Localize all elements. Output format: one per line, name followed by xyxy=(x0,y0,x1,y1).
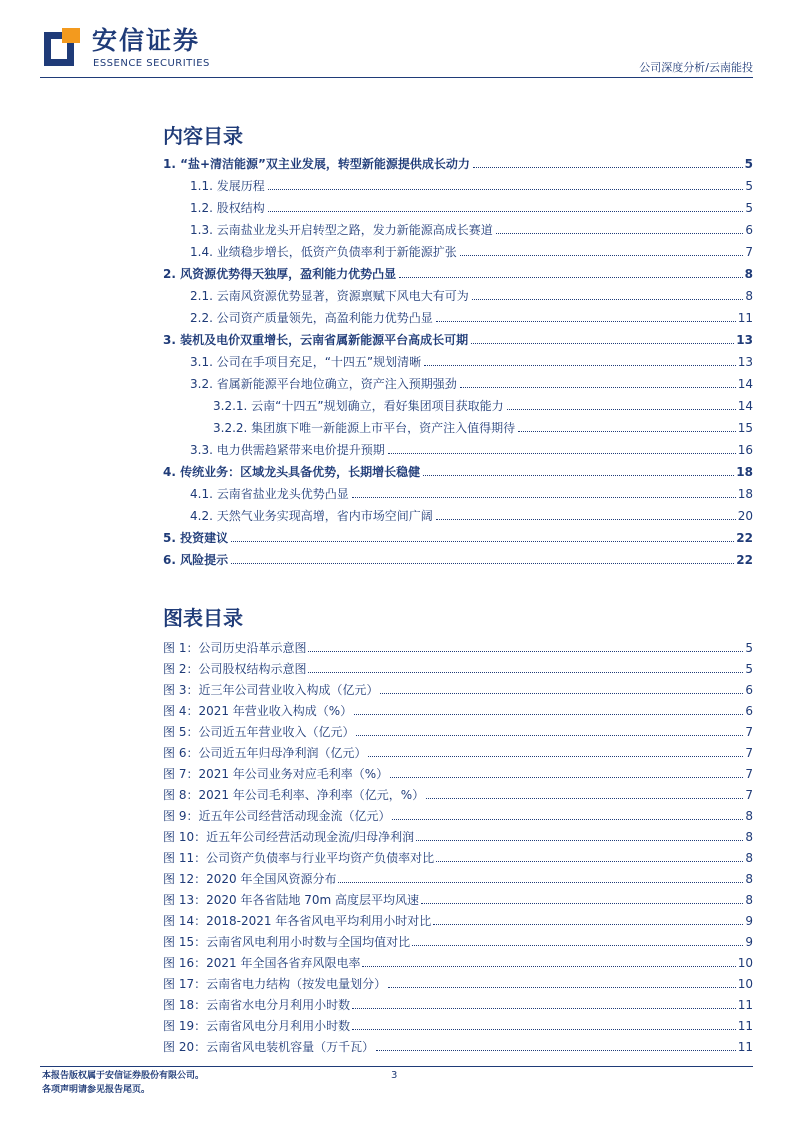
toc-entry-label: 2.2. 公司资产质量领先，高盈利能力优势凸显 xyxy=(190,311,433,325)
figure-entry-page: 5 xyxy=(745,641,753,655)
toc-entry-label: 1. “盐+清洁能源”双主业发展，转型新能源提供成长动力 xyxy=(163,157,470,171)
toc-entry-label: 2. 风资源优势得天独厚，盈利能力优势凸显 xyxy=(163,267,397,281)
figure-entry-page: 9 xyxy=(745,914,753,928)
footer-divider xyxy=(40,1066,753,1067)
figure-entry-label: 图 10：近五年公司经营活动现金流/归母净利润 xyxy=(163,830,415,844)
leader-dots xyxy=(388,453,736,454)
figure-entry-page: 7 xyxy=(745,788,753,802)
figure-entry[interactable] xyxy=(163,993,753,1013)
figure-entry[interactable] xyxy=(163,867,753,887)
toc-entry[interactable] xyxy=(163,306,753,326)
toc-entry-label: 3.2.1. 云南“十四五”规划确立，看好集团项目获取能力 xyxy=(213,399,504,413)
leader-dots xyxy=(507,409,736,410)
toc-entry-page: 8 xyxy=(745,289,753,303)
figure-entry-label: 图 12：2020 年全国风资源分布 xyxy=(163,872,337,886)
toc-entry[interactable] xyxy=(163,240,753,260)
toc-entry-label: 1.4. 业绩稳步增长，低资产负债率利于新能源扩张 xyxy=(190,245,457,259)
leader-dots xyxy=(473,167,743,168)
figure-entry[interactable] xyxy=(163,720,753,740)
figure-entry-page: 6 xyxy=(745,683,753,697)
figure-entry-page: 10 xyxy=(737,956,753,970)
leader-dots xyxy=(460,387,736,388)
leader-dots xyxy=(376,1050,736,1051)
brand-name-en: ESSENCE SECURITIES xyxy=(93,58,210,69)
toc-entry-label: 4.1. 云南省盐业龙头优势凸显 xyxy=(190,487,349,501)
company-logo xyxy=(44,28,80,66)
toc-entry[interactable] xyxy=(163,174,753,194)
figure-entry[interactable] xyxy=(163,972,753,992)
leader-dots xyxy=(388,987,736,988)
figure-entry-label: 图 6：公司近五年归母净利润（亿元） xyxy=(163,746,367,760)
figure-entry[interactable] xyxy=(163,951,753,971)
toc-entry[interactable] xyxy=(163,196,753,216)
toc-entry-label: 4.2. 天然气业务实现高增，省内市场空间广阔 xyxy=(190,509,433,523)
figure-entry[interactable] xyxy=(163,636,753,656)
toc-entry-page: 5 xyxy=(745,201,753,215)
toc-entry-page: 13 xyxy=(736,333,753,347)
leader-dots xyxy=(308,651,743,652)
figure-entry-page: 10 xyxy=(737,977,753,991)
toc-entry-page: 6 xyxy=(745,223,753,237)
toc-entry[interactable] xyxy=(163,372,753,392)
leader-dots xyxy=(423,475,734,476)
toc-entry-page: 5 xyxy=(744,157,753,171)
toc-entry[interactable] xyxy=(163,328,753,348)
leader-dots xyxy=(496,233,744,234)
leader-dots xyxy=(412,945,743,946)
figure-entry-page: 8 xyxy=(745,851,753,865)
toc-entry-page: 22 xyxy=(736,553,753,567)
figure-entry[interactable] xyxy=(163,825,753,845)
leader-dots xyxy=(352,1029,736,1030)
leader-dots xyxy=(354,714,743,715)
figure-entry-label: 图 3：近三年公司营业收入构成（亿元） xyxy=(163,683,379,697)
brand-name-cn: 安信证券 xyxy=(92,26,201,55)
figure-entry[interactable] xyxy=(163,783,753,803)
leader-dots xyxy=(460,255,744,256)
disclaimer-notice: 各项声明请参见报告尾页。 xyxy=(42,1085,151,1095)
figure-list-title: 图表目录 xyxy=(163,606,243,630)
toc-entry-page: 18 xyxy=(737,487,753,501)
figure-entry-label: 图 4：2021 年营业收入构成（%） xyxy=(163,704,353,718)
toc-entry[interactable] xyxy=(163,416,753,436)
leader-dots xyxy=(399,277,743,278)
figure-entry-page: 8 xyxy=(745,830,753,844)
leader-dots xyxy=(362,966,735,967)
leader-dots xyxy=(352,497,736,498)
figure-entry-label: 图 14：2018-2021 年各省风电平均利用小时对比 xyxy=(163,914,432,928)
figure-entry[interactable] xyxy=(163,741,753,761)
figure-entry-page: 7 xyxy=(745,725,753,739)
leader-dots xyxy=(436,321,736,322)
leader-dots xyxy=(268,189,744,190)
leader-dots xyxy=(231,541,734,542)
figure-entry[interactable] xyxy=(163,678,753,698)
figure-entry-page: 5 xyxy=(745,662,753,676)
toc-title: 内容目录 xyxy=(163,124,243,148)
leader-dots xyxy=(518,431,736,432)
toc-entry[interactable] xyxy=(163,526,753,546)
figure-entry-page: 11 xyxy=(737,1019,753,1033)
toc-entry-page: 5 xyxy=(745,179,753,193)
toc-entry-page: 22 xyxy=(736,531,753,545)
toc-entry[interactable] xyxy=(163,504,753,524)
toc-entry-page: 14 xyxy=(737,377,753,391)
leader-dots xyxy=(380,693,743,694)
toc-entry-label: 1.2. 股权结构 xyxy=(190,201,265,215)
figure-entry-label: 图 5：公司近五年营业收入（亿元） xyxy=(163,725,355,739)
figure-entry[interactable] xyxy=(163,657,753,677)
leader-dots xyxy=(436,861,743,862)
leader-dots xyxy=(421,903,743,904)
figure-entry-page: 6 xyxy=(745,704,753,718)
toc-entry-page: 11 xyxy=(737,311,753,325)
toc-entry-label: 3.1. 公司在手项目充足，“十四五”规划清晰 xyxy=(190,355,422,369)
figure-entry-label: 图 19：云南省风电分月利用小时数 xyxy=(163,1019,351,1033)
toc-entry-page: 14 xyxy=(737,399,753,413)
toc-entry-label: 3.3. 电力供需趋紧带来电价提升预期 xyxy=(190,443,385,457)
figure-entry[interactable] xyxy=(163,804,753,824)
toc-entry-page: 20 xyxy=(737,509,753,523)
toc-entry[interactable] xyxy=(163,218,753,238)
figure-entry-label: 图 2：公司股权结构示意图 xyxy=(163,662,307,676)
figure-entry-page: 7 xyxy=(745,767,753,781)
figure-entry-page: 8 xyxy=(745,893,753,907)
leader-dots xyxy=(471,343,734,344)
leader-dots xyxy=(231,563,734,564)
figure-entry[interactable] xyxy=(163,1035,753,1055)
figure-entry-label: 图 1：公司历史沿革示意图 xyxy=(163,641,307,655)
figure-entry-page: 7 xyxy=(745,746,753,760)
figure-entry[interactable] xyxy=(163,1014,753,1034)
leader-dots xyxy=(352,1008,736,1009)
figure-entry[interactable] xyxy=(163,930,753,950)
toc-entry-label: 3.2.2. 集团旗下唯一新能源上市平台，资产注入值得期待 xyxy=(213,421,516,435)
toc-entry[interactable] xyxy=(163,438,753,458)
toc-entry-page: 8 xyxy=(744,267,753,281)
toc-entry-page: 15 xyxy=(737,421,753,435)
figure-entry-label: 图 8：2021 年公司毛利率、净利率（亿元，%） xyxy=(163,788,425,802)
leader-dots xyxy=(268,211,744,212)
figure-entry-label: 图 7：2021 年公司业务对应毛利率（%） xyxy=(163,767,389,781)
figure-entry[interactable] xyxy=(163,888,753,908)
figure-entry[interactable] xyxy=(163,699,753,719)
toc-entry[interactable] xyxy=(163,394,753,414)
figure-entry-label: 图 16：2021 年全国各省弃风限电率 xyxy=(163,956,361,970)
toc-entry-page: 18 xyxy=(736,465,753,479)
figure-entry-page: 11 xyxy=(737,998,753,1012)
toc-entry-page: 13 xyxy=(737,355,753,369)
leader-dots xyxy=(433,924,743,925)
page-number: 3 xyxy=(391,1070,398,1081)
toc-entry[interactable] xyxy=(163,482,753,502)
toc-entry-label: 5. 投资建议 xyxy=(163,531,229,545)
toc-entry[interactable] xyxy=(163,548,753,568)
toc-entry-label: 1.1. 发展历程 xyxy=(190,179,265,193)
toc-entry[interactable] xyxy=(163,262,753,282)
leader-dots xyxy=(308,672,743,673)
toc-entry[interactable] xyxy=(163,350,753,370)
figure-entry-page: 8 xyxy=(745,809,753,823)
report-category: 公司深度分析/云南能投 xyxy=(639,61,753,74)
toc-entry[interactable] xyxy=(163,152,753,172)
figure-entry-label: 图 11：公司资产负债率与行业平均资产负债率对比 xyxy=(163,851,435,865)
copyright-notice: 本报告版权属于安信证券股份有限公司。 xyxy=(42,1071,205,1081)
figure-entry-label: 图 13：2020 年各省陆地 70m 高度层平均风速 xyxy=(163,893,420,907)
leader-dots xyxy=(472,299,744,300)
figure-entry-page: 11 xyxy=(737,1040,753,1054)
figure-entry[interactable] xyxy=(163,909,753,929)
leader-dots xyxy=(426,798,743,799)
leader-dots xyxy=(436,519,736,520)
leader-dots xyxy=(416,840,743,841)
figure-entry[interactable] xyxy=(163,762,753,782)
leader-dots xyxy=(368,756,743,757)
figure-entry-label: 图 17：云南省电力结构（按发电量划分） xyxy=(163,977,387,991)
toc-entry-label: 6. 风险提示 xyxy=(163,553,229,567)
toc-entry-page: 7 xyxy=(745,245,753,259)
figure-entry-label: 图 9：近五年公司经营活动现金流（亿元） xyxy=(163,809,391,823)
leader-dots xyxy=(390,777,743,778)
figure-entry-label: 图 15：云南省风电利用小时数与全国均值对比 xyxy=(163,935,411,949)
toc-entry-label: 4. 传统业务：区域龙头具备优势，长期增长稳健 xyxy=(163,465,421,479)
toc-entry-label: 3. 装机及电价双重增长，云南省属新能源平台高成长可期 xyxy=(163,333,469,347)
figure-entry-label: 图 18：云南省水电分月利用小时数 xyxy=(163,998,351,1012)
toc-entry[interactable] xyxy=(163,460,753,480)
leader-dots xyxy=(356,735,743,736)
figure-entry-page: 8 xyxy=(745,872,753,886)
leader-dots xyxy=(424,365,736,366)
toc-entry-label: 3.2. 省属新能源平台地位确立，资产注入预期强劲 xyxy=(190,377,457,391)
toc-entry-label: 1.3. 云南盐业龙头开启转型之路，发力新能源高成长赛道 xyxy=(190,223,493,237)
figure-entry[interactable] xyxy=(163,846,753,866)
header-divider xyxy=(40,77,753,78)
toc-entry-page: 16 xyxy=(737,443,753,457)
toc-entry-label: 2.1. 云南风资源优势显著，资源禀赋下风电大有可为 xyxy=(190,289,469,303)
leader-dots xyxy=(392,819,743,820)
toc-entry[interactable] xyxy=(163,284,753,304)
figure-entry-page: 9 xyxy=(745,935,753,949)
figure-entry-label: 图 20：云南省风电装机容量（万千瓦） xyxy=(163,1040,375,1054)
leader-dots xyxy=(338,882,743,883)
